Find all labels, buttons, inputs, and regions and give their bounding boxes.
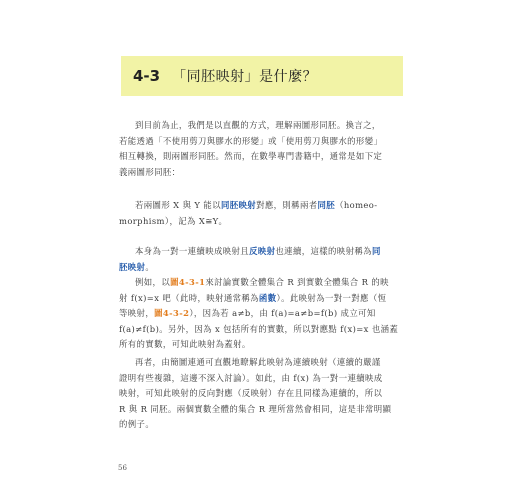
text-line: 義兩圖形同胚：	[119, 166, 181, 177]
text-run: 。	[145, 261, 155, 272]
section-title: 「同胚映射」是什麼？	[172, 69, 318, 85]
text-line: 相互轉換，則兩圖形同胚。然而，在數學專門書籍中，通常是如下定	[119, 151, 383, 162]
text-run: 射 f(x)=x 吧（此時，映射通常稱為	[119, 292, 259, 303]
paragraph-example	[119, 275, 406, 353]
section-header	[121, 56, 403, 96]
text-run: （homeo-	[335, 200, 378, 210]
section-number: 4-3	[133, 67, 161, 85]
text-run: 對應，則稱兩者	[256, 200, 318, 210]
text-line: morphism），記為 X≅Y。	[119, 215, 228, 226]
term-homeomorphic-map: 同胚映射	[220, 200, 257, 210]
text-line	[119, 244, 406, 260]
text-line: 再者，由簡圖連通可直觀地瞭解此映射為連續映射（連續的嚴謹	[135, 357, 381, 367]
page-number: 56	[118, 464, 127, 472]
figure-ref-4-3-2: 圖4-3-2	[154, 308, 190, 319]
paragraph-continuity	[119, 355, 406, 433]
text-line: 若能透過「不使用剪刀與膠水的形變」或「使用剪刀與膠水的形變」	[119, 135, 383, 146]
text-line: 所有的實數，可知此映射為蓋射。	[119, 339, 251, 350]
text-line	[119, 306, 406, 322]
text-run: 本身為一對一連續映成映射且	[135, 246, 250, 256]
text-line: 到目前為止，我們是以直觀的方式，理解兩圖形同胚。換言之，	[135, 120, 381, 130]
text-line	[119, 275, 406, 291]
term-inverse-map: 反映射	[249, 246, 276, 256]
figure-ref-4-3-1: 圖4-3-1	[170, 277, 206, 287]
text-run: ），因為若 a≠b，由 f(a)=a≠b=f(b) 成立可知	[189, 308, 376, 319]
text-line: 的例子。	[119, 419, 155, 430]
text-run: 若兩圖形 X 與 Y 能以	[135, 200, 221, 210]
text-run: 來討論實數全體集合 R 到實數全體集合 R 的映	[205, 277, 389, 287]
text-line	[119, 260, 406, 276]
paragraph-definition	[119, 198, 406, 229]
text-line: R 與 R 同胚。兩個實數全體的集合 R 理所當然會相同，這是非常明顯	[119, 403, 392, 414]
text-run: 等映射，	[119, 308, 155, 319]
text-line	[119, 291, 406, 307]
term-homeo-start: 同	[371, 246, 381, 256]
term-homeomorphic: 同胚	[317, 200, 336, 210]
text-run: 也連續，這樣的映射稱為	[275, 246, 372, 256]
text-line: 映射，可知此映射的反向對應（反映射）存在且同樣為連續的，所以	[119, 388, 383, 399]
text-line: f(a)≠f(b)。另外，因為 x 包括所有的實數，所以對應點 f(x)=x 也涵蓋	[119, 323, 399, 334]
term-function: 函數	[258, 292, 277, 303]
paragraph-intro	[119, 118, 406, 180]
text-run: ）。此映射為一對一對應（恆	[276, 292, 387, 303]
text-line: 證明有些複雜，這邊不深入討論）。如此，由 f(x) 為一對一連續映成	[119, 372, 383, 383]
paragraph-homeomorphic-map	[119, 244, 406, 275]
text-line	[119, 198, 406, 214]
term-homeo-end: 胚映射	[119, 261, 146, 272]
text-run: 例如，以	[135, 277, 171, 287]
